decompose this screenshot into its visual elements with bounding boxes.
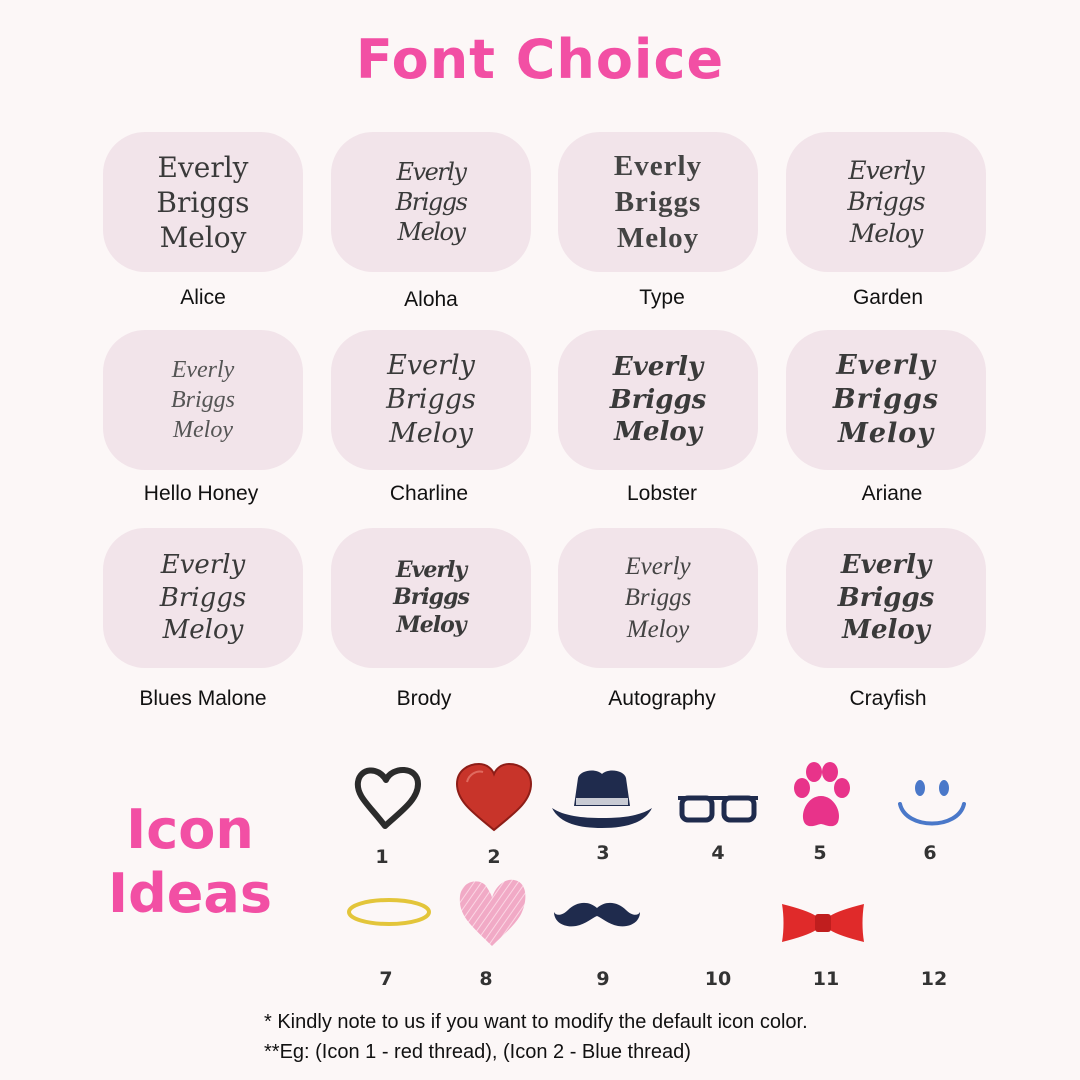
sample-line: Meloy (842, 615, 930, 646)
sample-line: Meloy (837, 417, 935, 449)
sample-line: Everly (625, 553, 691, 581)
font-name-label: Type (639, 286, 685, 309)
sample-line: Everly (840, 550, 932, 581)
sample-line: Everly (836, 350, 936, 382)
icon-number: 8 (479, 968, 493, 990)
icon-number: 7 (379, 968, 393, 990)
sample-line: Meloy (389, 417, 473, 449)
sample-line: Everly (171, 357, 235, 383)
sample-line: Briggs (837, 582, 935, 613)
font-sample-card-garden (786, 132, 986, 272)
pink-heart-icon (456, 876, 530, 948)
sample-line: Everly (387, 350, 475, 382)
font-sample-card-lobster (558, 330, 758, 470)
bow-tie-icon (778, 900, 868, 946)
sample-line: Briggs (624, 584, 692, 612)
sample-line: Meloy (614, 417, 702, 448)
sample-line: Briggs (156, 185, 250, 219)
font-name-label: Ariane (861, 482, 923, 505)
icon-ideas-heading (100, 798, 280, 926)
mustache-icon (552, 898, 642, 932)
sample-line: Briggs (847, 187, 925, 217)
sample-line: Meloy (396, 611, 466, 638)
font-name-label: Charline (389, 482, 469, 505)
icon-number: 6 (923, 842, 937, 864)
sample-line: Briggs (832, 384, 940, 416)
halo-icon (346, 896, 432, 928)
color-note: * Kindly note to us if you want to modify the default icon color. (264, 1011, 808, 1033)
icon-number: 4 (711, 842, 725, 864)
sample-line: Everly (160, 550, 246, 581)
sample-line: Briggs (159, 582, 247, 613)
font-sample-card-type (558, 132, 758, 272)
page-title: Font Choice (355, 28, 725, 91)
icon-number: 2 (487, 846, 501, 868)
sample-line: Everly (613, 149, 703, 182)
icon-number: 3 (596, 842, 610, 864)
sample-line: Everly (612, 352, 704, 383)
smiley-face-icon (896, 776, 968, 832)
sample-line: Everly (157, 150, 249, 184)
font-sample-card-charline (331, 330, 531, 470)
font-sample-card-ariane (786, 330, 986, 470)
sample-line: Everly (396, 158, 466, 186)
font-sample-card-crayfish (786, 528, 986, 668)
font-sample-card-hello-honey (103, 330, 303, 470)
icon-number: 9 (596, 968, 610, 990)
font-name-label: Aloha (404, 288, 458, 311)
sample-line: Briggs (393, 584, 469, 611)
font-sample-card-alice (103, 132, 303, 272)
sample-line: Meloy (626, 615, 690, 643)
font-name-label: Alice (180, 286, 226, 309)
sample-line: Meloy (173, 417, 233, 443)
font-name-label: Autography (608, 687, 716, 710)
sample-line: Meloy (397, 218, 465, 246)
icon-number: 11 (812, 968, 840, 990)
fedora-hat-icon (550, 766, 654, 832)
glasses-icon (676, 794, 760, 826)
icon-number: 1 (375, 846, 389, 868)
paw-print-icon (788, 760, 854, 830)
sample-line: Meloy (616, 222, 700, 255)
font-sample-card-autography (558, 528, 758, 668)
font-sample-card-brody (331, 528, 531, 668)
font-name-label: Brody (396, 687, 452, 710)
sample-line: Everly (395, 556, 467, 583)
sample-line: Briggs (386, 384, 476, 416)
sample-line: Briggs (614, 185, 702, 218)
icon-number: 12 (920, 968, 948, 990)
sample-line: Meloy (849, 218, 923, 248)
icon-ideas-line: Icon (126, 798, 254, 861)
font-sample-card-aloha (331, 132, 531, 272)
icon-ideas-line: Ideas (108, 862, 272, 925)
font-name-label: Hello Honey (143, 482, 259, 505)
heart-filled-icon (455, 762, 533, 834)
sample-line: Meloy (159, 220, 247, 254)
sample-line: Briggs (395, 188, 467, 216)
sample-line: Briggs (609, 384, 707, 415)
sample-line: Everly (848, 156, 924, 186)
sample-line: Briggs (170, 387, 235, 413)
font-name-label: Lobster (626, 482, 698, 505)
font-sample-card-blues-malone (103, 528, 303, 668)
font-name-label: Garden (852, 286, 924, 309)
sample-line: Meloy (162, 615, 244, 646)
icon-number: 5 (813, 842, 827, 864)
font-name-label: Blues Malone (139, 687, 267, 710)
heart-outline-icon (352, 762, 424, 832)
font-name-label: Crayfish (849, 687, 927, 710)
color-example-note: **Eg: (Icon 1 - red thread), (Icon 2 - Blue thread) (264, 1041, 691, 1063)
icon-number: 10 (704, 968, 732, 990)
